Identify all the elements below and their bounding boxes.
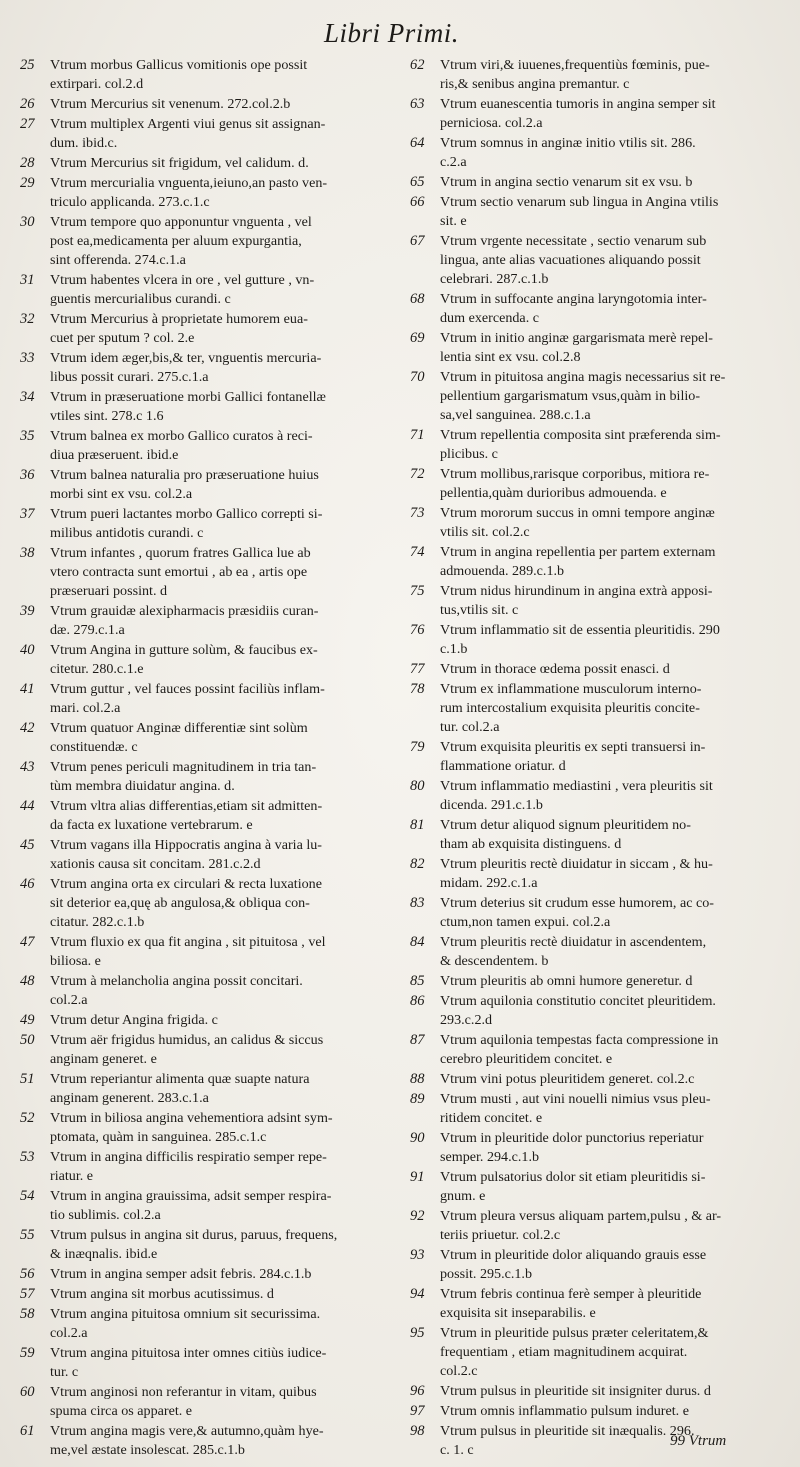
index-entry xyxy=(18,1383,386,1421)
index-entry xyxy=(18,1148,386,1186)
entry-text: Vtrum multiplex Argenti viui genus sit assignan- dum. ibid.c. xyxy=(50,115,326,151)
entry-number: 33 xyxy=(20,349,35,366)
entry-text: Vtrum tempore quo apponuntur vnguenta , vel post ea,medicamenta per aluum expurgantia, sint offerenda. 274.c.1.a xyxy=(50,213,312,268)
entry-text: Vtrum morbus Gallicus vomitionis ope possit extirpari. col.2.d xyxy=(50,57,308,93)
entry-number: 81 xyxy=(410,817,425,834)
index-entry xyxy=(18,1070,386,1108)
entry-text: Vtrum somnus in anginæ initio vtilis sit. 286. c.2.a xyxy=(440,135,696,171)
entry-text: Vtrum reperiantur alimenta quæ suapte natura anginam generent. 283.c.1.a xyxy=(50,1071,310,1107)
entry-text: Vtrum mollibus,rarisque corporibus, mitiora re- pellentia,quàm durioribus admouenda. e xyxy=(440,466,710,502)
entry-text: Vtrum detur aliquod signum pleuritidem no- tham ab exquisita distinguens. d xyxy=(440,817,691,853)
entry-number: 92 xyxy=(410,1207,425,1224)
entry-number: 74 xyxy=(410,544,425,561)
entry-text: Vtrum pleuritis rectè diuidatur in ascendentem, & descendentem. b xyxy=(440,934,707,970)
index-entry xyxy=(408,855,778,893)
entry-number: 86 xyxy=(410,993,425,1009)
entry-text: Vtrum pulsatorius dolor sit etiam pleuritidis si- gnum. e xyxy=(440,1168,706,1204)
index-entry xyxy=(408,290,778,328)
index-entry xyxy=(18,56,386,94)
entry-number: 29 xyxy=(20,174,35,191)
index-entry xyxy=(18,1031,386,1069)
entry-number: 61 xyxy=(20,1422,35,1439)
entry-text: Vtrum febris continua ferè semper à pleuritide exquisita sit inseparabilis. e xyxy=(440,1285,702,1321)
entry-number: 57 xyxy=(20,1285,35,1302)
page-title: Libri Primi. xyxy=(324,18,460,48)
entry-text: Vtrum sectio venarum sub lingua in Angina vtilis sit. e xyxy=(440,193,719,229)
entry-number: 76 xyxy=(410,622,425,639)
entry-number: 47 xyxy=(20,934,35,951)
entry-text: Vtrum pleuritis rectè diuidatur in siccam , & hu- midam. 292.c.1.a xyxy=(440,856,713,892)
entry-number: 43 xyxy=(20,759,35,775)
entry-number: 39 xyxy=(20,603,35,619)
entry-number: 34 xyxy=(20,388,35,405)
entry-text: Vtrum in pituitosa angina magis necessarius sit re- pellentium gargarismatum vsus,quàm in bilio- sa,vel sanguinea. 288.c.1.a xyxy=(440,369,726,424)
index-entry xyxy=(18,758,386,796)
index-entry xyxy=(18,466,386,504)
index-entry xyxy=(18,388,386,426)
index-entry xyxy=(408,1285,778,1323)
entry-number: 42 xyxy=(20,720,35,736)
entry-text: Vtrum inflammatio sit de essentia pleuritidis. 290 c.1.b xyxy=(440,622,720,658)
index-entry xyxy=(408,1129,778,1167)
entry-number: 89 xyxy=(410,1090,425,1107)
entry-text: Vtrum angina pituitosa omnium sit securissima. col.2.a xyxy=(50,1305,321,1341)
entry-number: 90 xyxy=(410,1129,425,1146)
entry-text: Vtrum quatuor Anginæ differentiæ sint solùm constituendæ. c xyxy=(50,720,308,756)
entry-text: Vtrum balnea naturalia pro præseruatione huius morbi sint ex vsu. col.2.a xyxy=(50,466,319,502)
index-entry xyxy=(18,1305,386,1343)
entry-text: Vtrum in initio anginæ gargarismata merè repel- lentia sint ex vsu. col.2.8 xyxy=(440,330,713,366)
entry-text: Vtrum in angina semper adsit febris. 284.c.1.b xyxy=(50,1266,312,1282)
index-entry xyxy=(408,543,778,581)
index-entry xyxy=(408,504,778,542)
index-entry xyxy=(408,972,778,991)
entry-text: Vtrum viri,& iuuenes,frequentiùs fœminis, pue- ris,& senibus angina premantur. c xyxy=(440,57,710,93)
index-entry xyxy=(408,582,778,620)
entry-text: Vtrum exquisita pleuritis ex septi transuersi in- flammatione oriatur. d xyxy=(440,739,706,775)
index-entry xyxy=(18,1109,386,1147)
entry-number: 69 xyxy=(410,330,425,346)
entry-text: Vtrum in suffocante angina laryngotomia inter- dum exercenda. c xyxy=(440,291,707,327)
index-entry xyxy=(408,621,778,659)
index-entry xyxy=(18,836,386,874)
entry-text: Vtrum aquilonia tempestas facta compressione in cerebro pleuritidem concitet. e xyxy=(440,1032,719,1068)
entry-text: Vtrum Mercurius sit frigidum, vel calidum. d. xyxy=(50,154,309,171)
index-entry xyxy=(408,329,778,367)
index-entry xyxy=(408,1168,778,1206)
entry-number: 60 xyxy=(20,1383,35,1400)
entry-text: Vtrum Mercurius sit venenum. 272.col.2.b xyxy=(50,96,291,112)
entry-number: 72 xyxy=(410,466,425,483)
entry-number: 32 xyxy=(20,310,35,327)
entry-text: Vtrum penes periculi magnitudinem in tria tan- tùm membra diuidatur angina. d. xyxy=(50,759,317,795)
entry-number: 97 xyxy=(410,1402,425,1419)
entry-text: Vtrum habentes vlcera in ore , vel gutture , vn- guentis mercurialibus curandi. c xyxy=(50,271,315,307)
entry-number: 63 xyxy=(410,96,425,112)
entry-text: Vtrum in biliosa angina vehementiora adsint sym- ptomata, quàm in sanguinea. 285.c.1.c xyxy=(50,1110,333,1146)
entry-number: 36 xyxy=(20,466,35,483)
index-entry xyxy=(18,505,386,543)
entry-number: 79 xyxy=(410,739,425,756)
index-entry xyxy=(408,992,778,1030)
entry-number: 46 xyxy=(20,876,35,892)
entry-number: 41 xyxy=(20,681,35,697)
entry-text: Vtrum detur Angina frigida. c xyxy=(50,1012,218,1029)
entry-text: Vtrum vrgente necessitate , sectio venarum sub lingua, ante alias vacuationes aliquando possit celebrari. 287.c.1.b xyxy=(440,232,707,288)
index-entry xyxy=(408,777,778,815)
entry-number: 38 xyxy=(20,544,35,561)
entry-text: Vtrum in thorace œdema possit enasci. d xyxy=(440,661,670,678)
index-entry xyxy=(408,738,778,776)
entry-number: 37 xyxy=(20,505,35,522)
index-entry xyxy=(408,134,778,172)
index-entry xyxy=(18,95,386,114)
index-entry xyxy=(18,680,386,718)
entry-number: 26 xyxy=(20,96,35,112)
entry-text: Vtrum in angina repellentia per partem externam admouenda. 289.c.1.b xyxy=(440,544,716,580)
entry-text: Vtrum musti , aut vini nouelli nimius vsus pleu- ritidem concitet. e xyxy=(440,1090,711,1126)
index-entry xyxy=(18,1344,386,1382)
entry-number: 45 xyxy=(20,837,35,853)
index-entry xyxy=(408,1070,778,1089)
entry-number: 55 xyxy=(20,1227,35,1243)
entry-text: Vtrum angina pituitosa inter omnes citiùs iudice- tur. c xyxy=(50,1344,327,1380)
entry-text: Vtrum in pleuritide dolor punctorius reperiatur semper. 294.c.1.b xyxy=(440,1129,704,1165)
index-entry xyxy=(18,213,386,271)
index-entry xyxy=(408,816,778,854)
index-entry xyxy=(18,544,386,602)
entry-text: Vtrum fluxio ex qua fit angina , sit pituitosa , vel biliosa. e xyxy=(50,934,326,970)
entry-text: Vtrum angina sit morbus acutissimus. d xyxy=(50,1285,274,1302)
index-entry xyxy=(18,602,386,640)
entry-text: Vtrum guttur , vel fauces possint faciliùs inflam- mari. col.2.a xyxy=(50,681,325,717)
entry-number: 53 xyxy=(20,1149,35,1165)
entry-number: 95 xyxy=(410,1324,425,1341)
entry-number: 78 xyxy=(410,681,425,697)
entry-number: 82 xyxy=(410,856,425,873)
entry-number: 94 xyxy=(410,1285,425,1302)
entry-number: 31 xyxy=(20,271,35,288)
index-entry xyxy=(408,1207,778,1245)
entry-number: 85 xyxy=(410,973,425,990)
index-entry xyxy=(408,173,778,192)
entry-number: 91 xyxy=(410,1168,425,1185)
entry-text: Vtrum mororum succus in omni tempore anginæ vtilis sit. col.2.c xyxy=(440,505,715,541)
entry-number: 70 xyxy=(410,369,425,385)
entry-text: Vtrum in pleuritide pulsus præter celeritatem,& frequentiam , etiam magnitudinem acquirat. col.2.c xyxy=(440,1324,709,1380)
entry-number: 88 xyxy=(410,1071,425,1087)
index-entry xyxy=(408,1090,778,1128)
entry-text: Vtrum inflammatio mediastini , vera pleuritis sit dicenda. 291.c.1.b xyxy=(440,778,713,814)
index-entry xyxy=(18,641,386,679)
entry-text: Vtrum deterius sit crudum esse humorem, ac co- ctum,non tamen expui. col.2.a xyxy=(440,895,714,931)
index-entry xyxy=(408,1031,778,1069)
entry-text: Vtrum pulsus in angina sit durus, paruus, frequens, & inæqnalis. ibid.e xyxy=(50,1227,338,1263)
entry-number: 71 xyxy=(410,427,425,444)
entry-number: 44 xyxy=(20,798,35,814)
index-entry xyxy=(18,115,386,153)
entry-text: Vtrum Angina in gutture solùm, & faucibus ex- citetur. 280.c.1.e xyxy=(50,642,318,678)
entry-number: 54 xyxy=(20,1188,35,1204)
entry-number: 30 xyxy=(20,213,35,230)
entry-text: Vtrum in angina grauissima, adsit semper respira- tio sublimis. col.2.a xyxy=(50,1188,332,1224)
entry-number: 27 xyxy=(20,115,35,132)
entry-text: Vtrum à melancholia angina possit concitari. col.2.a xyxy=(50,973,303,1009)
entry-number: 25 xyxy=(20,57,35,73)
index-entry xyxy=(18,310,386,348)
entry-number: 77 xyxy=(410,661,425,678)
index-entry xyxy=(18,972,386,1010)
entry-text: Vtrum idem æger,bis,& ter, vnguentis mercuria- libus possit curari. 275.c.1.a xyxy=(50,349,322,385)
entry-text: Vtrum vltra alias differentias,etiam sit admitten- da facta ex luxatione vertebrarum. e xyxy=(50,798,323,834)
index-entry xyxy=(408,368,778,426)
index-entry xyxy=(18,174,386,212)
index-entry xyxy=(18,797,386,835)
entry-number: 75 xyxy=(410,583,425,600)
catchword: 99 Vtrum xyxy=(670,1433,727,1449)
index-entry xyxy=(408,680,778,738)
index-entry xyxy=(408,1382,778,1401)
index-entry xyxy=(18,1265,386,1284)
entry-number: 98 xyxy=(410,1422,425,1439)
entry-text: Vtrum balnea ex morbo Gallico curatos à reci- diua præseruent. ibid.e xyxy=(50,427,313,463)
index-entry xyxy=(408,56,778,94)
index-entry xyxy=(408,95,778,133)
entry-number: 59 xyxy=(20,1344,35,1361)
entry-text: Vtrum infantes , quorum fratres Gallica lue ab vtero contracta sunt emortui , ab ea , artis ope præseruari possint. d xyxy=(50,544,311,600)
entry-number: 67 xyxy=(410,232,425,249)
entry-number: 56 xyxy=(20,1266,35,1282)
index-entry xyxy=(408,1246,778,1284)
index-entry xyxy=(18,719,386,757)
entry-number: 87 xyxy=(410,1032,425,1048)
index-entry xyxy=(408,232,778,290)
entry-text: Vtrum euanescentia tumoris in angina semper sit perniciosa. col.2.a xyxy=(440,96,716,132)
entry-text: Vtrum angina magis vere,& autumno,quàm hye- me,vel æstate insolescat. 285.c.1.b xyxy=(50,1422,324,1458)
entry-text: Vtrum in angina sectio venarum sit ex vsu. b xyxy=(440,174,693,190)
entry-text: Vtrum aër frigidus humidus, an calidus & siccus anginam generet. e xyxy=(50,1032,324,1068)
entry-text: Vtrum in angina difficilis respiratio semper repe- riatur. e xyxy=(50,1149,327,1185)
entry-text: Vtrum vini potus pleuritidem generet. col.2.c xyxy=(440,1071,695,1087)
index-entry xyxy=(408,426,778,464)
running-header xyxy=(0,14,800,54)
entry-text: Vtrum pueri lactantes morbo Gallico correpti si- milibus antidotis curandi. c xyxy=(50,505,323,541)
index-entry xyxy=(18,271,386,309)
entry-number: 96 xyxy=(410,1383,425,1399)
entry-number: 73 xyxy=(410,505,425,522)
entry-text: Vtrum omnis inflammatio pulsum induret. e xyxy=(440,1402,689,1419)
index-entry xyxy=(408,1402,778,1421)
entry-text: Vtrum in pleuritide dolor aliquando grauis esse possit. 295.c.1.b xyxy=(440,1246,707,1282)
left-column xyxy=(18,56,386,1461)
index-entry xyxy=(408,193,778,231)
entry-number: 83 xyxy=(410,895,425,912)
index-entry xyxy=(18,349,386,387)
index-entry xyxy=(18,1011,386,1030)
index-entry xyxy=(408,660,778,679)
entry-number: 84 xyxy=(410,934,425,951)
entry-text: Vtrum repellentia composita sint præferenda sim- plicibus. c xyxy=(440,427,721,463)
entry-text: Vtrum mercurialia vnguenta,ieiuno,an pasto ven- triculo applicanda. 273.c.1.c xyxy=(50,174,328,210)
entry-text: Vtrum Mercurius à proprietate humorem eua- cuet per sputum ? col. 2.e xyxy=(50,310,308,346)
entry-number: 68 xyxy=(410,291,425,307)
index-entry xyxy=(408,933,778,971)
index-entry xyxy=(18,1285,386,1304)
entry-text: Vtrum pulsus in pleuritide sit inæqualis. 296. c. 1. c xyxy=(440,1422,695,1458)
entry-text: Vtrum pleura versus aliquam partem,pulsu , & ar- teriis priuetur. col.2.c xyxy=(440,1207,722,1243)
entry-text: Vtrum nidus hirundinum in angina extrà apposi- tus,vtilis sit. c xyxy=(440,583,713,619)
entry-text: Vtrum vagans illa Hippocratis angina à varia lu- xationis causa sit concitam. 281.c.2.d xyxy=(50,837,322,873)
index-entry xyxy=(18,154,386,173)
entry-number: 65 xyxy=(410,174,425,190)
entry-number: 35 xyxy=(20,427,35,444)
entry-number: 64 xyxy=(410,135,425,151)
entry-number: 58 xyxy=(20,1305,35,1322)
index-entry xyxy=(408,465,778,503)
index-entry xyxy=(18,427,386,465)
entry-number: 50 xyxy=(20,1032,35,1048)
entry-text: Vtrum ex inflammatione musculorum interno- rum intercostalium exquisita pleuritis concite- tur. col.2.a xyxy=(440,681,702,736)
index-entry xyxy=(18,933,386,971)
entry-number: 93 xyxy=(410,1246,425,1263)
index-entry xyxy=(18,1422,386,1460)
entry-number: 48 xyxy=(20,973,35,990)
entry-text: Vtrum pulsus in pleuritide sit insigniter durus. d xyxy=(440,1383,711,1399)
entry-text: Vtrum grauidæ alexipharmacis præsidiis curan- dæ. 279.c.1.a xyxy=(50,603,319,639)
entry-text: Vtrum angina orta ex circulari & recta luxatione sit deterior ea,quę ab angulosa,& obliqua con- citatur. 282.c.1.b xyxy=(50,876,322,931)
index-entry xyxy=(408,1324,778,1382)
index-entry xyxy=(18,1226,386,1264)
index-entry xyxy=(408,894,778,932)
entry-number: 80 xyxy=(410,778,425,795)
right-column xyxy=(408,56,778,1461)
index-entry xyxy=(18,1187,386,1225)
entry-text: Vtrum aquilonia constitutio concitet pleuritidem. 293.c.2.d xyxy=(440,993,716,1029)
index-entry xyxy=(18,875,386,933)
entry-number: 62 xyxy=(410,57,425,73)
entry-text: Vtrum anginosi non referantur in vitam, quibus spuma circa os apparet. e xyxy=(50,1383,317,1419)
entry-number: 52 xyxy=(20,1110,35,1126)
entry-text: Vtrum in præseruatione morbi Gallici fontanellæ vtiles sint. 278.c 1.6 xyxy=(50,388,326,424)
entry-number: 28 xyxy=(20,154,35,171)
entry-number: 66 xyxy=(410,193,425,210)
entry-number: 49 xyxy=(20,1012,35,1029)
entry-number: 40 xyxy=(20,642,35,658)
entry-text: Vtrum pleuritis ab omni humore generetur. d xyxy=(440,973,693,990)
entry-number: 51 xyxy=(20,1071,35,1087)
